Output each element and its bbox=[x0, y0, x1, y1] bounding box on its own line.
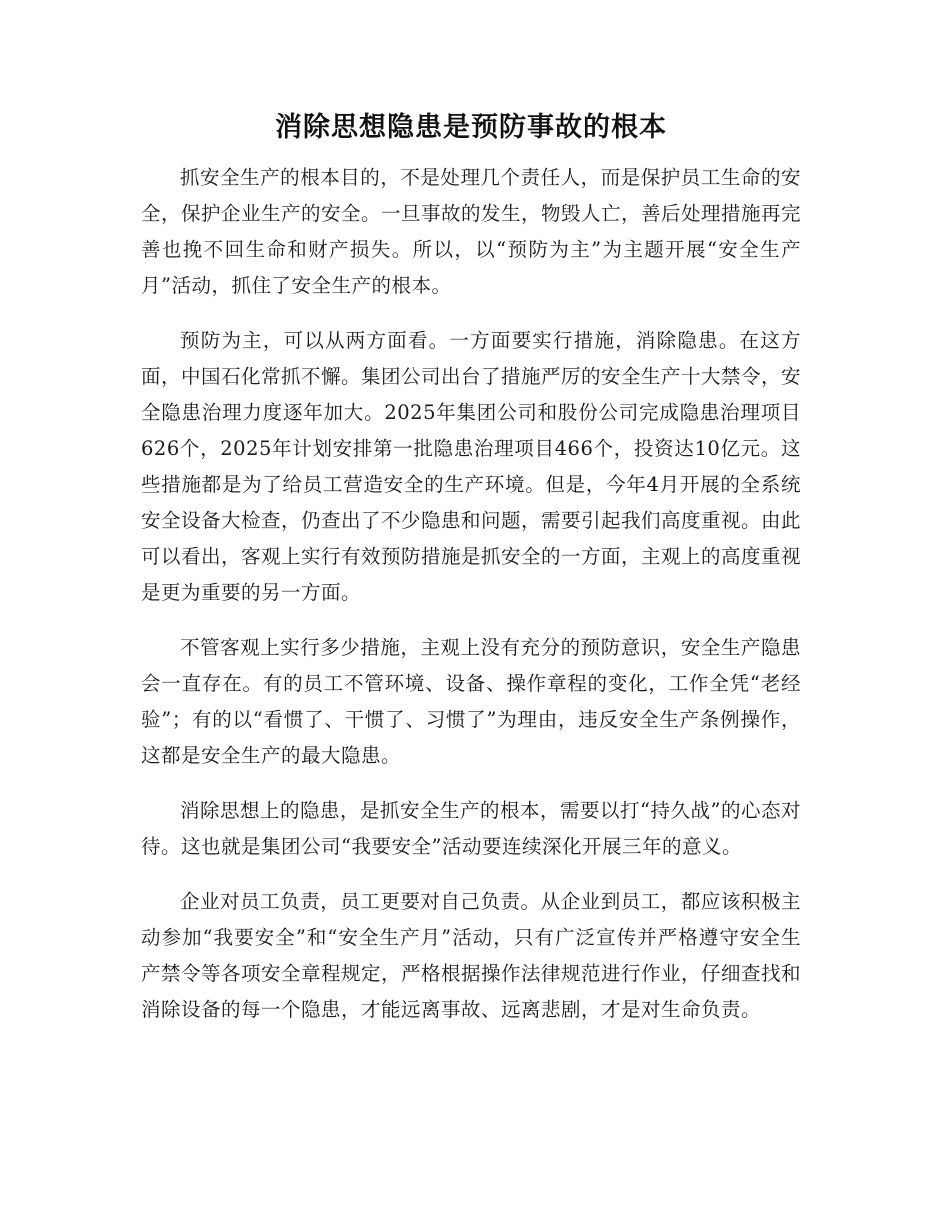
document-title: 消除思想隐患是预防事故的根本 bbox=[275, 112, 667, 143]
document-page bbox=[141, 108, 801, 1047]
paragraph-long-term: 消除思想上的隐患，是抓安全生产的根本，需要以打“持久战”的心态对待。这也就是集团公司“我要安全”活动要连续深化开展三年的意义。 bbox=[141, 799, 801, 858]
paragraph-awareness: 不管客观上实行多少措施，主观上没有充分的预防意识，安全生产隐患会一直存在。有的员工不管环境、设备、操作章程的变化，工作全凭“老经验”；有的以“看惯了、干惯了、习惯了”为理由，违反安全生产条例操作，这都是安全生产的最大隐患。 bbox=[141, 636, 801, 767]
paragraph-responsibility: 企业对员工负责，员工更要对自己负责。从企业到员工，都应该积极主动参加“我要安全”和“安全生产月”活动，只有广泛宣传并严格遵守安全生产禁令等各项安全章程规定，严格根据操作法律规范进行作业，仔细查找和消除设备的每一个隐患，才能远离事故、远离悲剧，才是对生命负责。 bbox=[141, 890, 802, 1021]
paragraph-prevention: 预防为主，可以从两方面看。一方面要实行措施，消除隐患。在这方面，中国石化常抓不懈。集团公司出台了措施严厉的安全生产十大禁令，安全隐患治理力度逐年加大。2025年集团公司和股份公司完成隐患治理项目626个，2025年计划安排第一批隐患治理项目466个，投资达10亿元。这些措施都是为了给员工营造安全的生产环境。但是，今年4月开展的全系统安全设备大检查，仍查出了不少隐患和问题，需要引起我们高度重视。由此可以看出，客观上实行有效预防措施是抓安全的一方面，主观上的高度重视是更为重要的另一方面。 bbox=[141, 329, 802, 604]
paragraph-purpose: 抓安全生产的根本目的，不是处理几个责任人，而是保护员工生命的安全，保护企业生产的安全。一旦事故的发生，物毁人亡，善后处理措施再完善也挽不回生命和财产损失。所以，以“预防为主”为主题开展“安全生产月”活动，抓住了安全生产的根本。 bbox=[141, 166, 802, 297]
